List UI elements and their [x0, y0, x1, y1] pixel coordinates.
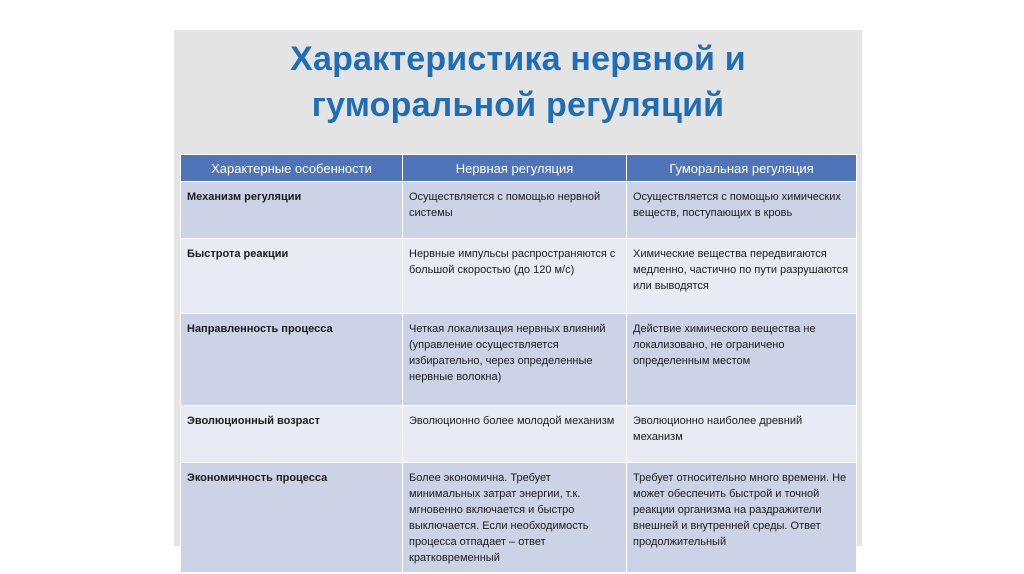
- table-row: [181, 239, 857, 314]
- header-features: Характерные особенности: [181, 155, 403, 182]
- title-line-1: Характеристика нервной и: [290, 40, 746, 78]
- slide: [174, 30, 862, 564]
- nervous-cell: Эволюционно более молодой механизм: [403, 406, 627, 463]
- header-nervous: Нервная регуляция: [403, 155, 627, 182]
- feature-cell: Экономичность процесса: [181, 463, 403, 573]
- table-row: [181, 406, 857, 463]
- table-row: [181, 182, 857, 239]
- nervous-cell: Осуществляется с помощью нервной системы: [403, 182, 627, 239]
- table-row: [181, 463, 857, 573]
- nervous-cell: Более экономична. Требует минимальных затрат энергии, т.к. мгновенно включается и быстро выключается. Если необходимость процесса отпадает – ответ кратковременный: [403, 463, 627, 573]
- humoral-cell: Требует относительно много времени. Не может обеспечить быстрой и точной реакции организма на раздражители внешней и внутренней среды. Ответ продолжительный: [627, 463, 857, 573]
- feature-cell: Направленность процесса: [181, 314, 403, 406]
- table-header-row: [181, 155, 857, 182]
- comparison-table: [180, 154, 857, 573]
- table-row: [181, 314, 857, 406]
- humoral-cell: Химические вещества передвигаются медленно, частично по пути разрушаются или выводятся: [627, 239, 857, 314]
- title-line-2: гуморальной регуляций: [311, 86, 725, 124]
- feature-cell: Механизм регуляции: [181, 182, 403, 239]
- feature-cell: Эволюционный возраст: [181, 406, 403, 463]
- nervous-cell: Нервные импульсы распространяются с большой скоростью (до 120 м/с): [403, 239, 627, 314]
- feature-cell: Быстрота реакции: [181, 239, 403, 314]
- humoral-cell: Действие химического вещества не локализовано, не ограничено определенным местом: [627, 314, 857, 406]
- nervous-cell: Четкая локализация нервных влияний (управление осуществляется избирательно, через определенные нервные волокна): [403, 314, 627, 406]
- humoral-cell: Эволюционно наиболее древний механизм: [627, 406, 857, 463]
- humoral-cell: Осуществляется с помощью химических веществ, поступающих в кровь: [627, 182, 857, 239]
- header-humoral: Гуморальная регуляция: [627, 155, 857, 182]
- slide-title: [174, 36, 862, 128]
